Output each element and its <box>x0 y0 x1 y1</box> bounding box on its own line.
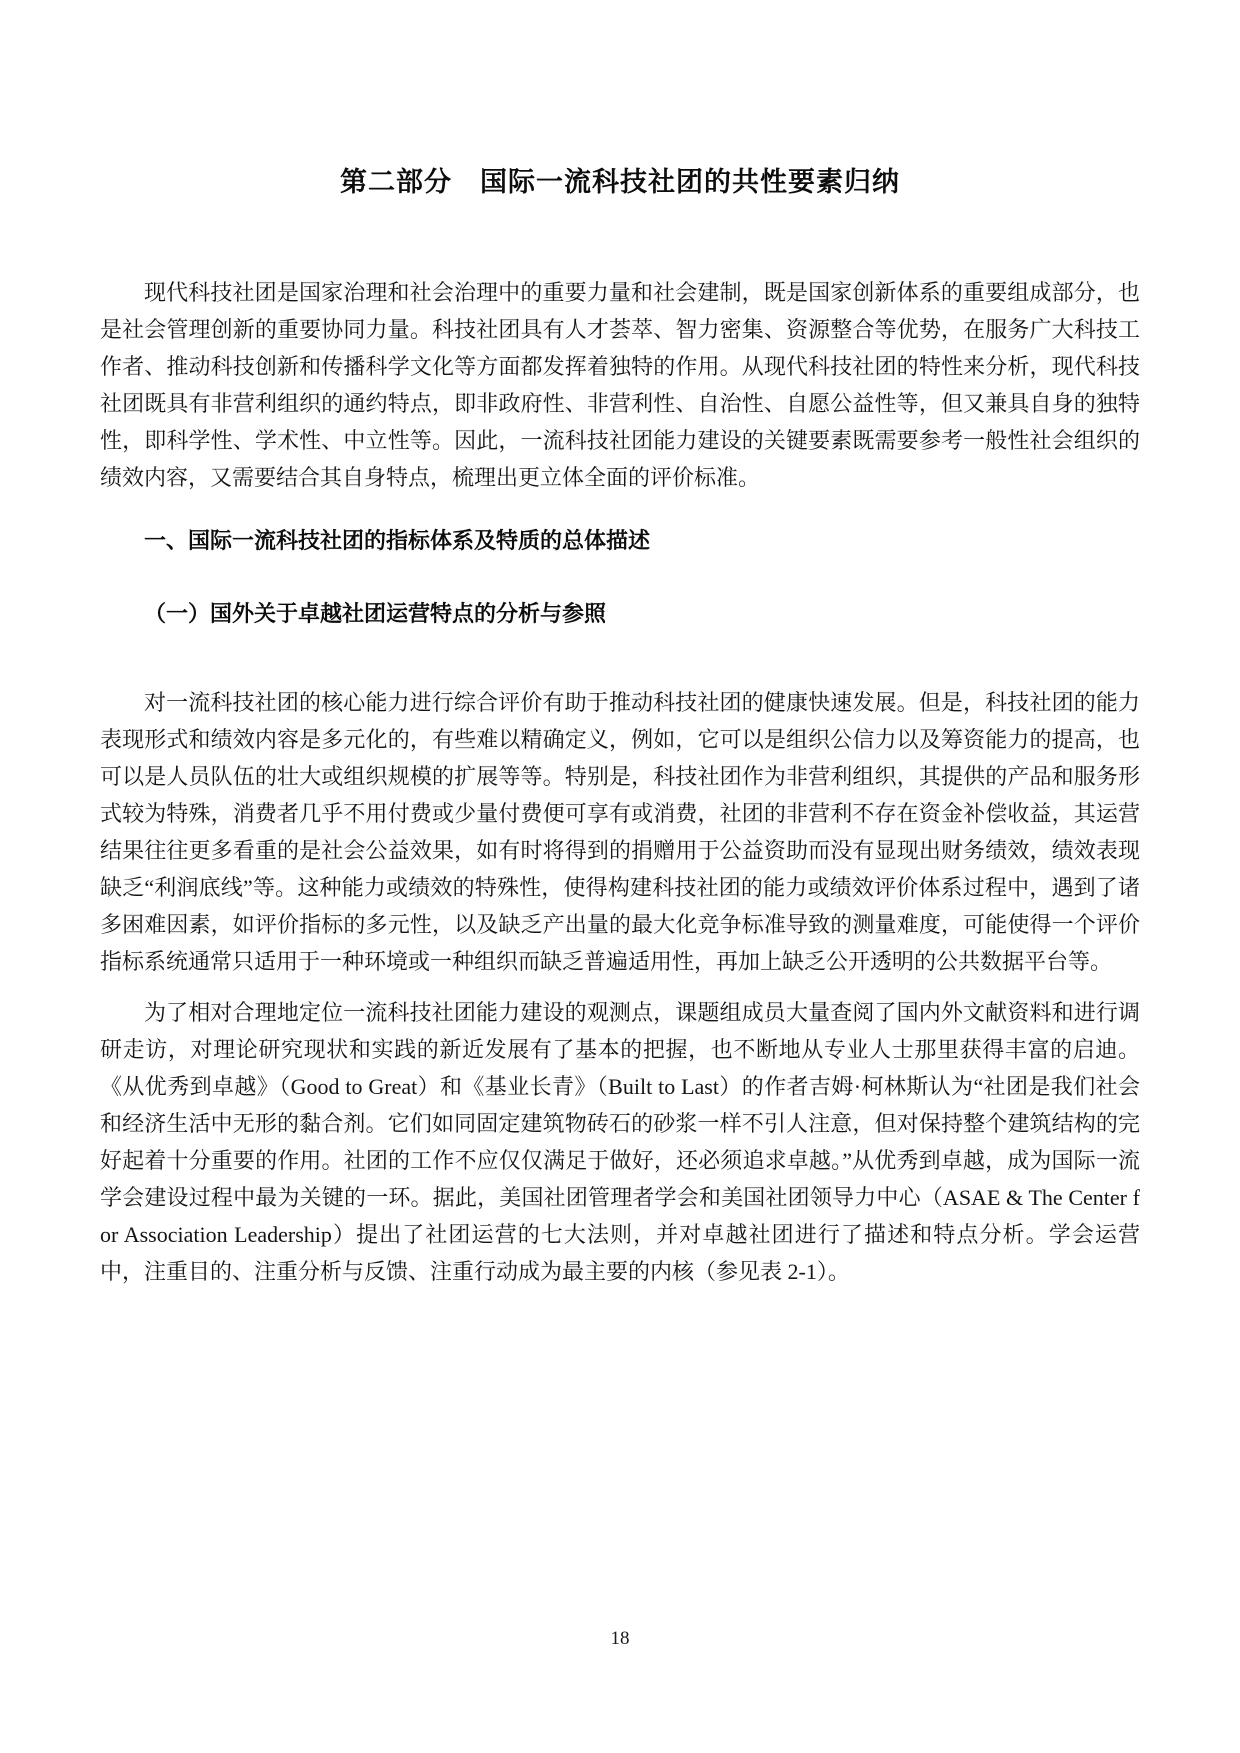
section-heading: 一、国际一流科技社团的指标体系及特质的总体描述 <box>144 528 651 553</box>
paragraph-intro: 现代科技社团是国家治理和社会治理中的重要力量和社会建制，既是国家创新体系的重要组成部分，也是社会管理创新的重要协同力量。科技社团具有人才荟萃、智力密集、资源整合等优势，在服务广大科技工作者、推动科技创新和传播科学文化等方面都发挥着独特的作用。从现代科技社团的特性来分析，现代科技社团既具有非营利组织的通约特点，即非政府性、非营利性、自治性、自愿公益性等，但又兼具自身的独特性，即科学性、学术性、中立性等。因此，一流科技社团能力建设的关键要素既需要参考一般性社会组织的绩效内容，又需要结合其自身特点，梳理出更立体全面的评价标准。 <box>100 280 1140 490</box>
page-number: 18 <box>610 1628 630 1649</box>
paragraph-evaluation-challenges: 对一流科技社团的核心能力进行综合评价有助于推动科技社团的健康快速发展。但是，科技社团的能力表现形式和绩效内容是多元化的，有些难以精确定义，例如，它可以是组织公信力以及筹资能力的提高，也可以是人员队伍的壮大或组织规模的扩展等等。特别是，科技社团作为非营利组织，其提供的产品和服务形式较为特殊，消费者几乎不用付费或少量付费便可享有或消费，社团的非营利不存在资金补偿收益，其运营结果往往更多看重的是社会公益效果，如有时将得到的捐赠用于公益资助而没有显现出财务绩效，绩效表现缺乏“利润底线”等。这种能力或绩效的特殊性，使得构建科技社团的能力或绩效评价体系过程中，遇到了诸多困难因素，如评价指标的多元性，以及缺乏产出量的最大化竞争标准导致的测量难度，可能使得一个评价指标系统通常只适用于一种环境或一种组织而缺乏普遍适用性，再加上缺乏公开透明的公共数据平台等。 <box>100 690 1140 974</box>
paragraph-research-basis: 为了相对合理地定位一流科技社团能力建设的观测点，课题组成员大量查阅了国内外文献资料和进行调研走访，对理论研究现状和实践的新近发展有了基本的把握，也不断地从专业人士那里获得丰富的启迪。《从优秀到卓越》（Good to Great）和《基业长青》（Built to Last）的作者吉姆·柯林斯认为“社团是我们社会和经济生活中无形的黏合剂。它们如同固定建筑物砖石的砂浆一样不引人注意，但对保持整个建筑结构的完好起着十分重要的作用。社团的工作不应仅仅满足于做好，还必须追求卓越。”从优秀到卓越，成为国际一流学会建设过程中最为关键的一环。据此，美国社团管理者学会和美国社团领导力中心（ASAE & The Center for Association Leadership）提出了社团运营的七大法则，并对卓越社团进行了描述和特点分析。学会运营中，注重目的、注重分析与反馈、注重行动成为最主要的内核（参见表 2-1）。 <box>100 1000 1140 1284</box>
subsection-heading: （一）国外关于卓越社团运营特点的分析与参照 <box>144 601 607 626</box>
document-title: 第二部分 国际一流科技社团的共性要素归纳 <box>340 167 900 197</box>
